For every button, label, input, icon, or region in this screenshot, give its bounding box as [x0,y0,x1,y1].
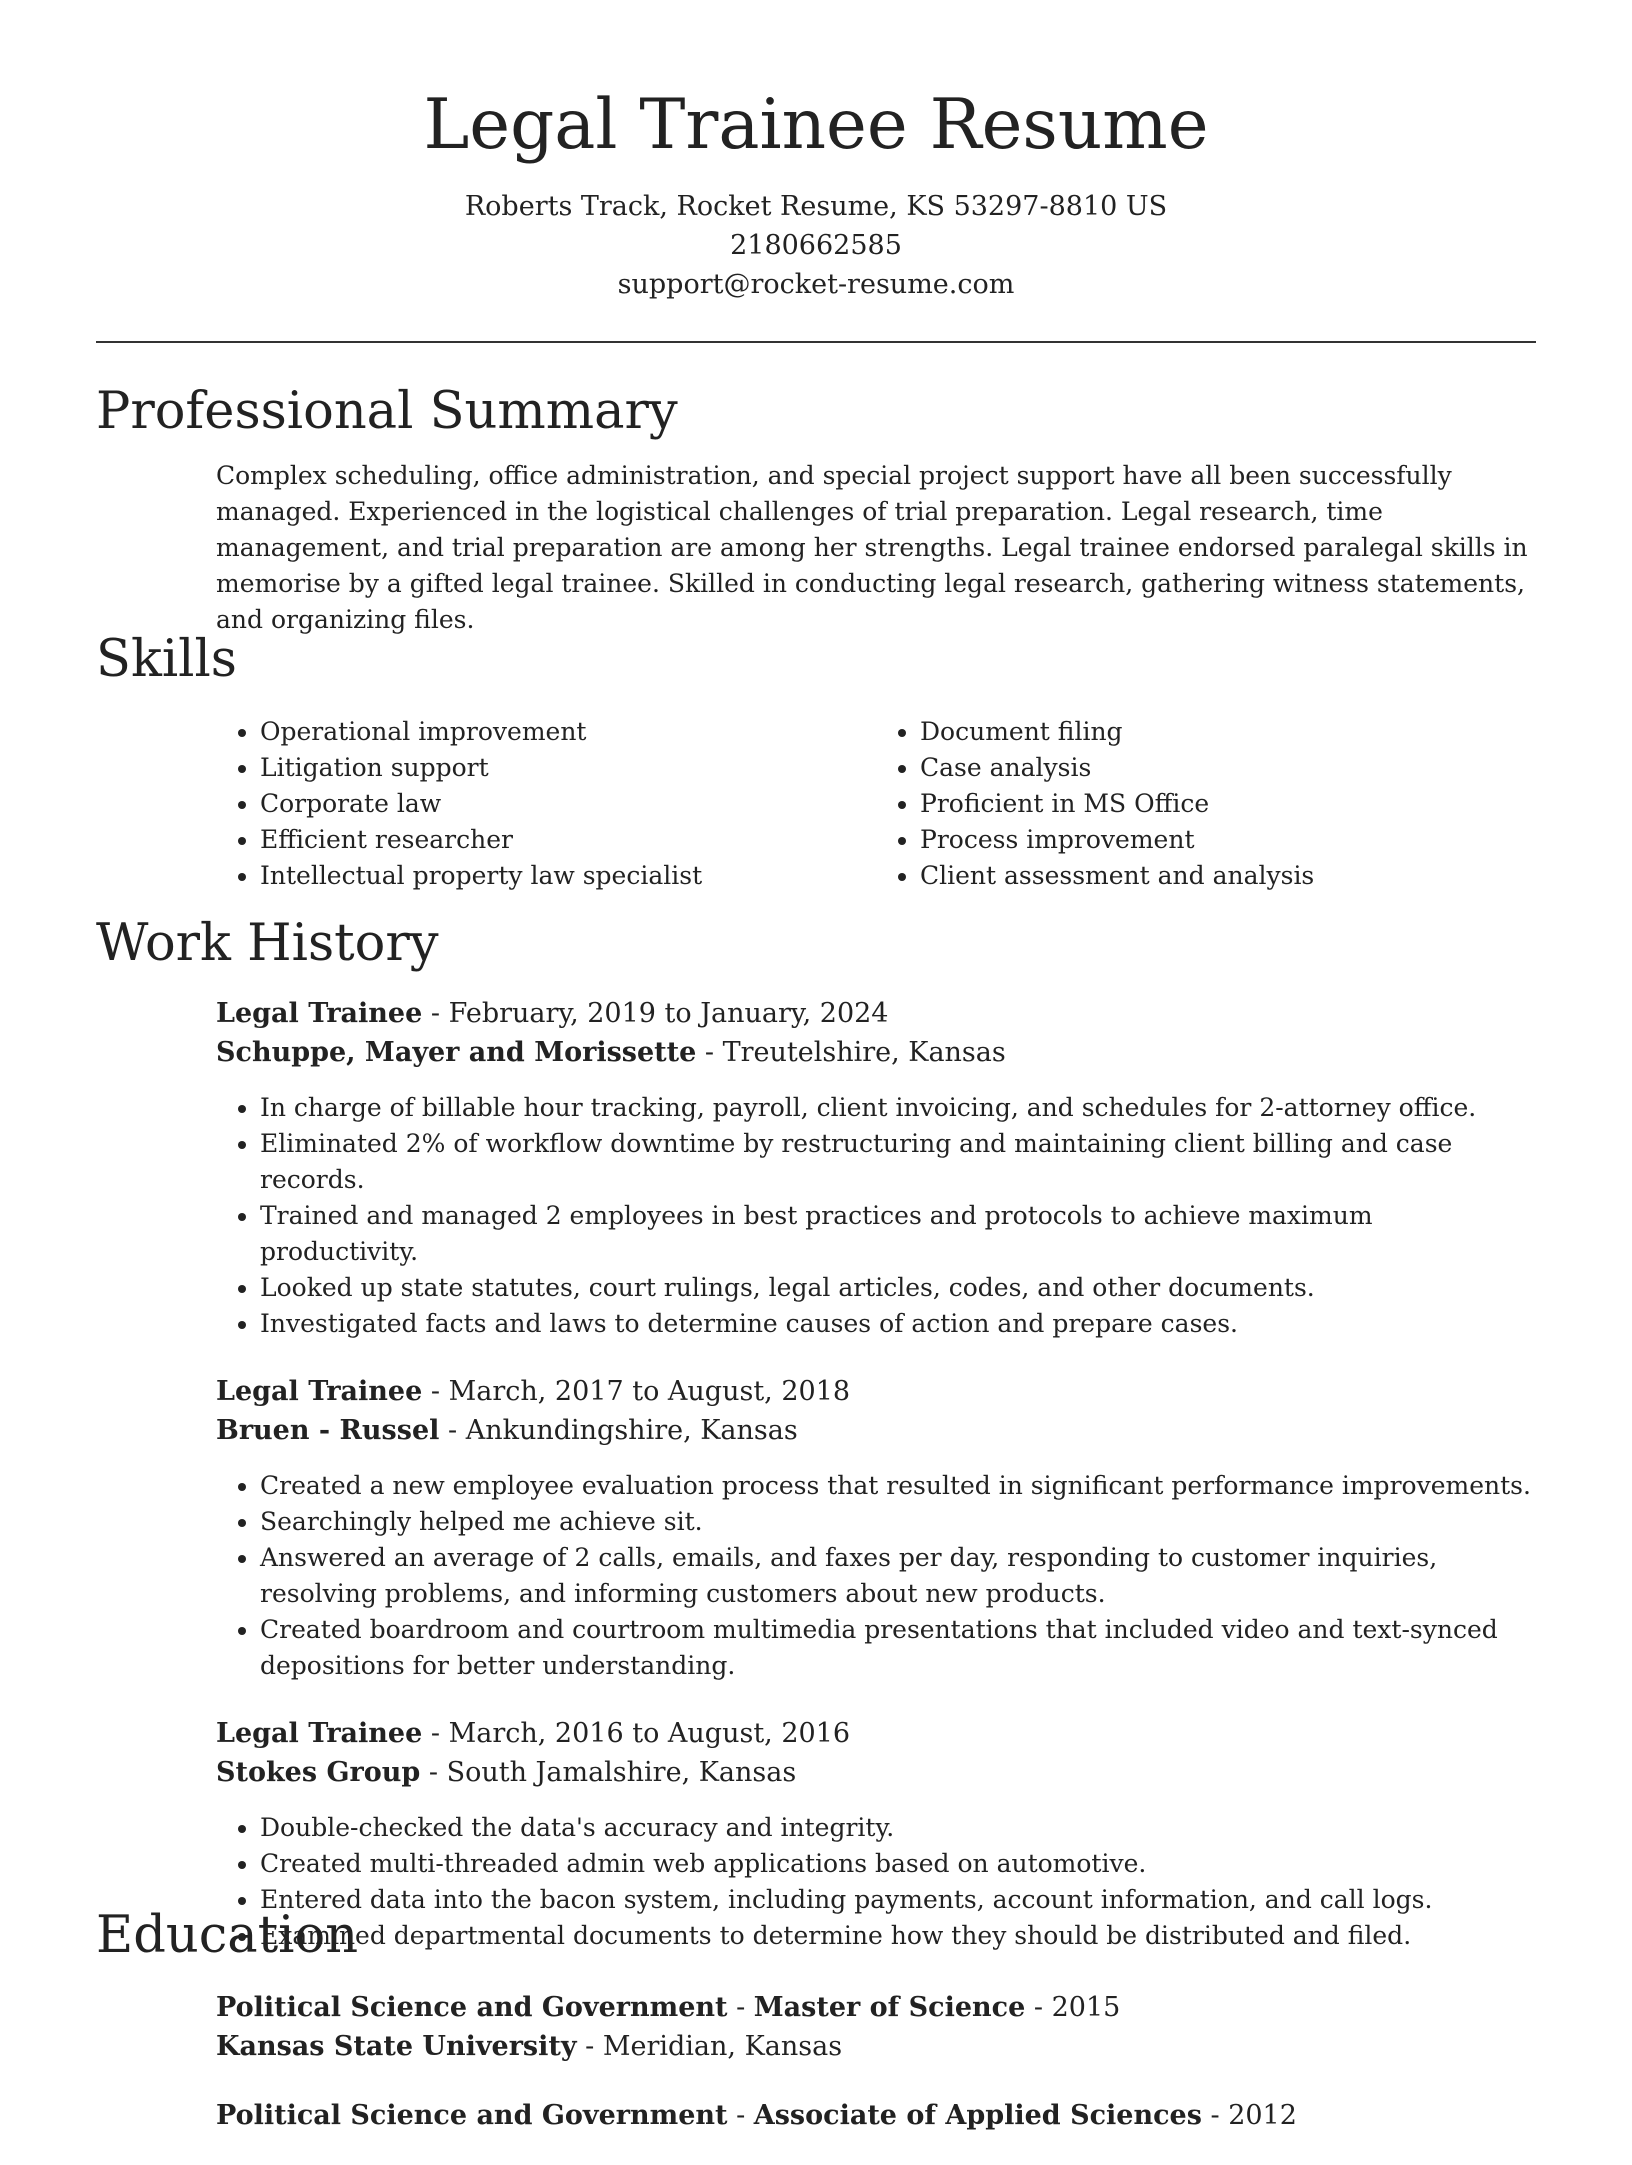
job-company-line: Bruen - Russel - Ankundingshire, Kansas [216,1415,798,1447]
job-company-line: Schuppe, Mayer and Morissette - Treutelshire, Kansas [216,1037,1006,1069]
job-location: South Jamalshire, Kansas [446,1757,797,1789]
education-degree-line: Political Science and Government - Associate of Applied Sciences - 2012 [216,2100,1297,2132]
skill-item: • Document filing [920,714,1536,750]
education-school: Kansas State University [216,2031,577,2063]
education-list [216,1988,1536,2135]
job-bullet: • Double-checked the data's accuracy and integrity. [260,1810,1536,1846]
skill-item: • Litigation support [260,750,876,786]
education-location: Meridian, Kansas [602,2031,843,2063]
job-entry [216,1372,1536,1684]
job-location: Treutelshire, Kansas [722,1037,1006,1069]
summary-text: Complex scheduling, office administration, and special project support have all been successfully managed. Experienced in the logistical challenges of trial preparation. Legal research, time management, and trial preparation are among her strengths. Legal trainee endorsed paralegal skills in memorise by a gifted legal trainee. Skilled in conducting legal research, gathering witness statements, and organizing files. [216,461,1528,635]
job-bullet: • Eliminated 2% of workflow downtime by restructuring and maintaining client billing and case records. [260,1126,1536,1198]
skills-heading: Skills [96,630,237,689]
job-bullet: • Created multi-threaded admin web applications based on automotive. [260,1846,1536,1882]
work-history-heading: Work History [96,914,439,973]
job-bullet: • Looked up state statutes, court rulings, legal articles, codes, and other documents. [260,1270,1536,1306]
job-title-line: Legal Trainee - March, 2017 to August, 2018 [216,1376,851,1408]
skill-item: • Case analysis [920,750,1536,786]
education-year: 2012 [1228,2100,1297,2132]
education-entry [216,2096,1536,2135]
job-company-line: Stokes Group - South Jamalshire, Kansas [216,1757,797,1789]
job-company: Bruen - Russel [216,1415,440,1447]
job-company: Schuppe, Mayer and Morissette [216,1037,697,1069]
job-title: Legal Trainee [216,1718,423,1750]
job-company: Stokes Group [216,1757,421,1789]
job-title: Legal Trainee [216,1376,423,1408]
job-bullet: • Searchingly helped me achieve sit. [260,1504,1536,1540]
education-year: 2015 [1051,1992,1121,2024]
education-degree-line: Political Science and Government - Master of Science - 2015 [216,1992,1121,2024]
education-entry [216,1988,1536,2066]
education-school-line: Kansas State University - Meridian, Kansas [216,2031,843,2063]
job-dates: March, 2016 to August, 2016 [448,1718,851,1750]
job-bullet: • Created a new employee evaluation process that resulted in significant performance improvements. [260,1468,1536,1504]
summary-heading: Professional Summary [96,382,678,441]
summary-section [96,384,1536,638]
job-bullets [216,1090,1536,1342]
job-bullet: • Created boardroom and courtroom multimedia presentations that included video and text-synced depositions for better understanding. [260,1612,1536,1684]
resume-header [0,0,1632,304]
education-degree: Associate of Applied Sciences [753,2100,1202,2132]
skills-columns [216,714,1536,894]
education-heading: Education [96,1906,359,1965]
job-bullets [216,1468,1536,1684]
job-bullet: • Answered an average of 2 calls, emails, and faxes per day, responding to customer inquiries, resolving problems, and informing customers about new products. [260,1540,1536,1612]
education-degree: Master of Science [753,1992,1026,2024]
job-bullet: • Examined departmental documents to determine how they should be distributed and filed. [260,1918,1536,1954]
contact-phone: 2180662585 [730,229,902,261]
job-bullet: • Entered data into the bacon system, including payments, account information, and call logs. [260,1882,1536,1918]
job-entry [216,994,1536,1342]
education-field: Political Science and Government [216,1992,728,2024]
job-bullet: • Trained and managed 2 employees in best practices and protocols to achieve maximum productivity. [260,1198,1536,1270]
job-title: Legal Trainee [216,998,423,1030]
job-title-line: Legal Trainee - February, 2019 to January, 2024 [216,998,889,1030]
contact-address: Roberts Track, Rocket Resume, KS 53297-8810 US [464,190,1168,222]
job-dates: March, 2017 to August, 2018 [448,1376,851,1408]
header-divider [96,341,1536,343]
skill-item: • Efficient researcher [260,822,876,858]
skill-item: • Intellectual property law specialist [260,858,876,894]
education-field: Political Science and Government [216,2100,728,2132]
job-bullet: • Investigated facts and laws to determine causes of action and prepare cases. [260,1306,1536,1342]
job-title-line: Legal Trainee - March, 2016 to August, 2016 [216,1718,851,1750]
contact-email: support@rocket-resume.com [617,268,1015,300]
skill-item: • Operational improvement [260,714,876,750]
skill-item: • Proficient in MS Office [920,786,1536,822]
skill-item: • Process improvement [920,822,1536,858]
skill-item: • Client assessment and analysis [920,858,1536,894]
skills-list-right [876,714,1536,894]
skills-list-left [216,714,876,894]
skills-section [96,632,1536,894]
skill-item: • Corporate law [260,786,876,822]
job-dates: February, 2019 to January, 2024 [448,998,889,1030]
work-history-section [96,916,1536,1954]
job-bullet: • In charge of billable hour tracking, payroll, client invoicing, and schedules for 2-attorney office. [260,1090,1536,1126]
job-location: Ankundingshire, Kansas [465,1415,798,1447]
education-section [96,1908,1536,2165]
page-title: Legal Trainee Resume [423,85,1209,165]
contact-block [0,187,1632,304]
